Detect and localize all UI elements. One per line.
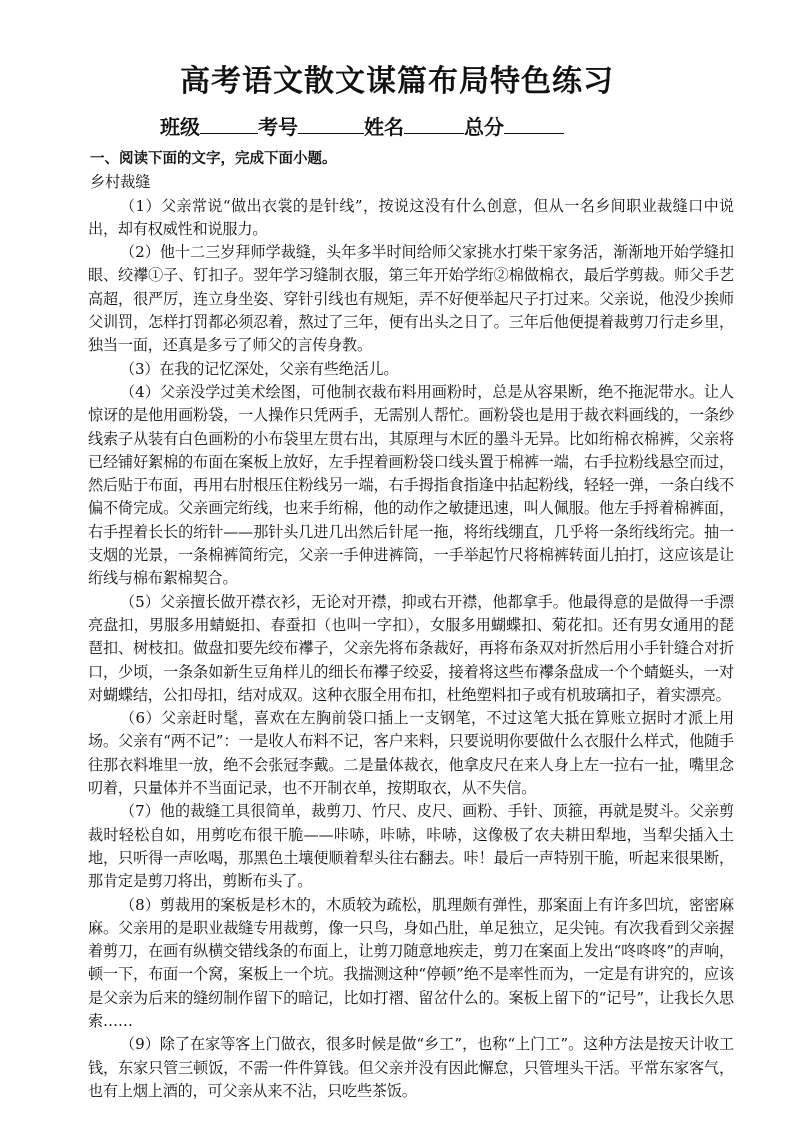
exam-no-label: 考号 [258, 115, 298, 139]
paragraph-9: （9）除了在家等客上门做衣，很多时候是做“乡工”，也称“上门工”。这种方法是按天计收工钱，东家只管三顿饭，不需一件件算钱。但父亲并没有因此懈怠，只管埋头干活。平常东家客气，也有上烟上酒的，可父亲从来不沾，只吃些茶饭。 [88, 1035, 734, 1100]
paragraph-2: （2）他十二三岁拜师学裁缝，头年多半时间给师父家挑水打柴干家务活，渐渐地开始学缝扣眼、绞襻①子、钉扣子。翌年学习缝制衣服，第三年开始学绗②棉做棉衣，最后学剪裁。师父手艺高超，很严厉，连立身坐姿、穿针引线也有规矩，弄不好便举起尺子打过来。父亲说，他没少挨师父训罚，怎样打罚都必须忍着，熬过了三年，便有出头之日了。三年后他便提着裁剪刀行走乡里，独当一面，还真是多亏了师父的言传身教。 [88, 243, 734, 355]
score-field [464, 113, 564, 141]
exam-no-blank[interactable] [298, 113, 364, 134]
paragraph-3: （3）在我的记忆深处，父亲有些绝活儿。 [120, 359, 399, 378]
paragraph-7: （7）他的裁缝工具很简单，裁剪刀、竹尺、皮尺、画粉、手针、顶箍，再就是熨斗。父亲剪裁时轻松自如，用剪吃布很干脆——咔哧，咔哧，咔哧，这像极了农夫耕田犁地，当犁尖插入土地，只听得一声吆喝，那黑色土壤便顺着犁头往右翻去。咔！最后一声特别干脆，听起来很果断，那肯定是剪刀将出，剪断布头了。 [88, 802, 734, 891]
essay-title: 乡村裁缝 [90, 173, 151, 192]
paragraph-6: （6）父亲赶时髦，喜欢在左胸前袋口插上一支钢笔，不过这笔大抵在算账立据时才派上用场。父亲有“两不记”：一是收人布料不记，客户来料，只要说明你要做什么衣服什么样式，他随手往那衣料堆里一放，绝不会张冠李戴。二是量体裁衣，他拿皮尺在来人身上左一拉右一扯，嘴里念叨着，只量体并不当面记录，也不开制衣单，按期取衣，从不失信。 [88, 709, 734, 798]
student-info-line [160, 113, 680, 141]
name-label: 姓名 [364, 115, 404, 139]
score-label: 总分 [464, 115, 504, 139]
exam-no-field [258, 113, 364, 141]
name-blank[interactable] [404, 113, 464, 134]
paragraph-5: （5）父亲擅长做开襟衣衫，无论对开襟，抑或右开襟，他都拿手。他最得意的是做得一手漂亮盘扣，男服多用蜻蜓扣、春蚕扣（也叫一字扣），女服多用蝴蝶扣、菊花扣。还有男女通用的琵琶扣、树枝扣。做盘扣要先绞布襻子，父亲先将布条裁好，再将布条双对折然后用小手针缝合对折口，少顷，一条条如新生豆角样儿的细长布襻子绞妥，接着将这些布襻条盘成一个个蜻蜓头，一对对蝴蝶结，公扣母扣，结对成双。这种衣服全用布扣，杜绝塑料扣子或有机玻璃扣子，着实漂亮。 [88, 592, 734, 704]
page-title: 高考语文散文谋篇布局特色练习 [180, 64, 614, 99]
class-label: 班级 [160, 115, 200, 139]
class-field [160, 113, 258, 141]
score-blank[interactable] [504, 113, 564, 134]
paragraph-4: （4）父亲没学过美术绘图，可他制衣裁布料用画粉时，总是从容果断，绝不拖泥带水。让人惊讶的是他用画粉袋，一人操作只凭两手，无需别人帮忙。画粉袋也是用于裁衣料画线的，一条纱线索子从装有白色画粉的小布袋里左贯右出，其原理与木匠的墨斗无异。比如绗棉衣棉裤，父亲将已经铺好絮棉的布面在案板上放好，左手捏着画粉袋口线头置于棉裤一端，右手拉粉线悬空而过，然后贴于布面，再用右肘根压住粉线另一端，右手拇指食指逢中拈起粉线，轻轻一弹，一条白线不偏不倚完成。父亲画完绗线，也来手绗棉，他的动作之敏捷迅速，叫人佩服。他左手捋着棉裤面，右手捏着长长的绗针——那针头几进几出然后针尾一拖，将绗线绷直，几乎将一条绗线绗完。抽一支烟的光景，一条棉裤简绗完，父亲一手伸进裤筒，一手举起竹尺将棉裤转面儿拍打，这应该是让绗线与棉布絮棉契合。 [88, 382, 734, 588]
reading-content [88, 148, 734, 1103]
paragraph-1: （1）父亲常说“做出衣裳的是针线”，按说这没有什么创意，但从一名乡间职业裁缝口中说出，却有权威性和说服力。 [88, 196, 734, 238]
paragraph-8: （8）剪裁用的案板是杉木的，木质较为疏松，肌理颇有弹性，那案面上有许多凹坑，密密麻麻。父亲用的是职业裁缝专用裁剪，像一只鸟，身如凸肚，单足独立，足尖钝。有次我看到父亲握着剪刀，在画有纵横交错线条的布面上，让剪刀随意地疾走，剪刀在案面上发出“咚咚咚”的声响，顿一下，布面一个窝，案板上一个坑。我揣测这种“停顿”绝不是率性而为，一定是有讲究的，应该是父亲为后来的缝纫制作留下的暗记，比如打褶、留岔什么的。案板上留下的“记号”，让我长久思索…… [88, 895, 734, 1030]
class-blank[interactable] [200, 113, 258, 134]
name-field [364, 113, 464, 141]
section-heading: 一、阅读下面的文字，完成下面小题。 [90, 151, 337, 167]
